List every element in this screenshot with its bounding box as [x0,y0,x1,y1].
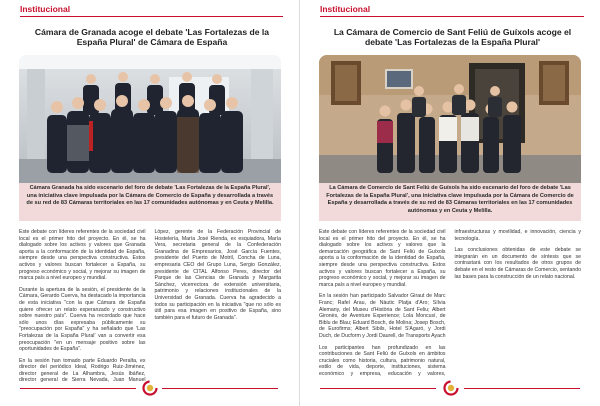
photo-caption: La Cámara de Comercio de Sant Feliú de Guíxols ha sido escenario del foro de debate 'Las Fortalezas de la España Plural', una iniciativa clave impulsada por la Cámara de Comercio de España y desarrollada a través de su red de 83 Cámaras territoriales en las 17 comunidades autónomas y en Ceuta y Melilla. [319,183,581,221]
section-label: Institucional [20,4,71,14]
body-paragraph: Las conclusiones obtenidas de este debate se integrarán en un documento de síntesis que se contrastará con los resultados de otros grupos de debate en el resto de Cámaras de Comercio, sentando las bases para la construcción de un relato nacional. [454,247,581,280]
footer-rule [162,388,278,389]
body-paragraph: Este debate con líderes referentes de la sociedad civil local es el primer hito del proyecto. En él, se ha dialogado sobre los activos y valores que la demarcación geográfica de Sant Feliú de Guíxols aporta a la conformación de la identidad de España, siempre desde una perspectiva constructiva. Estos activos y valores buscan fortalecer a España, su progreso económico y social, y mejorar su imagen de marca país a nivel europeo y mundial. [319,229,446,288]
article-body [19,229,281,387]
footer-rule [320,388,436,389]
article-headline: La Cámara de Comercio de Sant Feliú de Guíxols acoge el debate 'Las Fortalezas de la España Plural' [333,27,572,48]
header-rule [320,16,584,17]
body-paragraph: En la sesión han tomado parte Eduardo Peralta, ex director del periódico Ideal, Rodrigo Ruiz-Jiménez, director general de La Alhambra, Jesús Ibáñez, director general de Sierra Nevada, Juan Manuel López, gerente de la Federación Provincial de Hostelería, María José Rienda, ex esquiadora, María Vera, secretaria general de la Confederación Granadina de Empresarios, José García Fuentes, presidente del Puerto de Motril, Concha de Luna, empresaria CEO del Grupo Luna, Sergio González, presidente de CITAL Alfonso Peres, director del Parque de las Ciencias de Granada y Margarita Sánchez, vicerrectora de extensión universitaria, patrimonio y relaciones institucionales de la Universidad de Granada. Cuerva ha agradecido a todos su participación en la iniciativa "que no sólo es útil para esa imagen en positivo de España, sino también para el futuro de Granada". [19,229,281,384]
footer-rule [464,388,580,389]
article-body [319,229,581,387]
camara-logo-icon [142,380,158,396]
section-label: Institucional [320,4,371,14]
body-paragraph: Los participantes han profundizado en las contribuciones de Sant Feliú de Guíxols en ámbitos cruciales como historia, cultura, patrimonio natural, estilo de vida, deporte, instituciones, sistema económico y empresa, educación y valores, infraestructuras y movilidad, e innovación, ciencia y tecnología. [319,229,581,377]
article-headline: Cámara de Granada acoge el debate 'Las Fortalezas de la España Plural' de Cámara de España [34,27,270,48]
camara-logo-icon [443,380,459,396]
header-rule [20,16,283,17]
body-paragraph: En la sesión han participado Salvador Giraut de Marc Franc; Rafel Arau, de Nàutic Platja d'Aro; Sílvia Alemany, del Museu d'Història de Sant Feliu; Albert Gironès, de Aventure Experience; Lola Moncusí, de Biblu de Blau; Eduard Bosch, de Molina; Josep Bosch, de Eurofirms; Albert Sibils, Hotel S'Agaró, y Jordi Duch, de Ducform y Jordi Daurell, de Transports Ayach [319,293,446,339]
group-photo-icon [319,55,581,183]
right-page [300,0,600,406]
group-photo-icon [19,55,281,183]
photo-caption: Cámara Granada ha sido escenario del foro de debate 'Las Fortalezas de la España Plural', una iniciativa clave impulsada por la Cámara de Comercio de España y desarrollada a través de su red de 83 Cámaras territoriales en las 17 comunidades autónomas y en Ceuta y Melilla. [19,183,281,221]
body-paragraph: Durante la apertura de la sesión, el presidente de la Cámara, Gerardo Cuerva, ha destacado la importancia de esta iniciativa "con la que Cámara de España quiere ofrecer un relato esperanzado y constructivo sobre nuestro país". Cuerva ha recordado que hace sólo unos días expresaba públicamente su "preocupación por España" y ha señalado que 'Las Fortalezas de la España Plural' van a convertir esa preocupación "en un mensaje positivo sobre las oportunidades de España". [19,286,146,353]
body-paragraph: Este debate con líderes referentes de la sociedad civil local es el primer hito del proyecto. En él, se ha dialogado sobre los activos y valores que Granada aporta a la conformación de la identidad de España, siempre desde una perspectiva constructiva. Estos activos y valores buscan fortalecer a España, su progreso económico y social, y mejorar su imagen de marca país a nivel europeo y mundial. [19,229,146,282]
footer-rule [20,388,136,389]
